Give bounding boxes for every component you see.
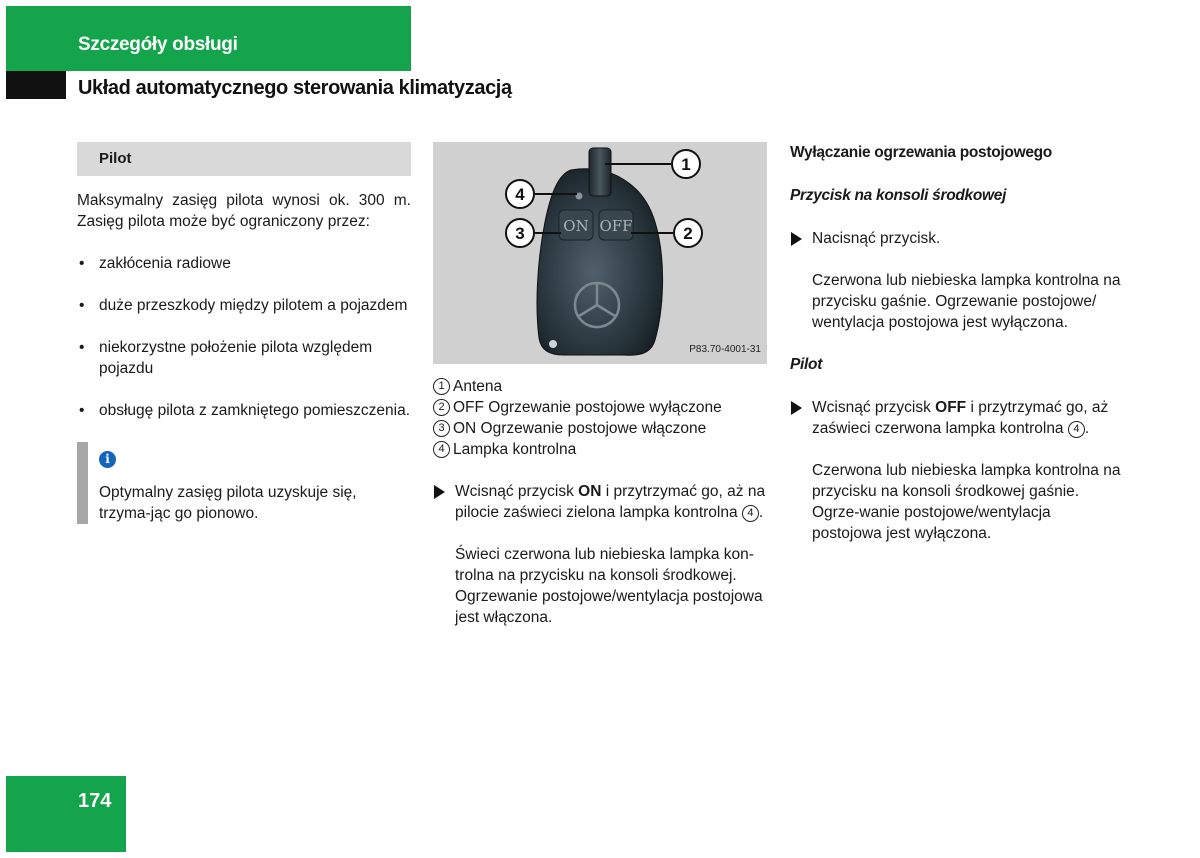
step-arrow-icon	[791, 232, 802, 246]
callout-3	[506, 219, 534, 247]
remote-illustration	[433, 142, 767, 364]
step-console	[790, 228, 1124, 249]
lamp-ref: 4	[1068, 421, 1085, 438]
step-console-result: Czerwona lub niebieska lampka kontrolna na przycisku gaśnie. Ogrzewanie postojowe/ wentylacja postojowa jest wyłączona.	[812, 272, 1121, 331]
legend-number: 1	[433, 378, 450, 395]
note-text: Optymalny zasięg pilota uzyskuje się, trzyma-jąc go pionowo.	[99, 484, 357, 522]
pilot-heading: Pilot	[77, 142, 411, 176]
list-item: • obsługę pilota z zamkniętego pomieszczenia.	[77, 400, 411, 421]
legend-number: 4	[433, 441, 450, 458]
off-button-label: OFF	[599, 217, 633, 235]
on-button-label: ON	[563, 217, 589, 235]
legend-item	[433, 376, 767, 397]
step-off	[790, 397, 1124, 439]
page-number: 174	[78, 790, 112, 812]
list-item: • duże przeszkody między pilotem a pojazdem	[77, 295, 411, 316]
remote-photo	[433, 142, 767, 364]
step-text: i przytrzymać go, aż zaświeci czerwona lampka kontrolna	[812, 399, 1109, 437]
page-number-box	[6, 776, 126, 852]
off-label: OFF	[935, 399, 967, 416]
on-label: ON	[578, 483, 602, 500]
section-title: Szczegóły obsługi	[78, 34, 238, 55]
step-arrow-icon	[434, 485, 445, 499]
console-button-heading: Przycisk na konsoli środkowej	[790, 187, 1007, 204]
chapter-title: Układ automatycznego sterowania klimatyzacją	[78, 77, 512, 99]
range-limit-list	[77, 253, 411, 421]
step-text: Nacisnąć przycisk.	[812, 230, 941, 247]
keyring-hole	[549, 340, 557, 348]
step-text: .	[758, 504, 764, 521]
info-note	[77, 442, 411, 524]
antenna	[589, 148, 611, 196]
info-icon: i	[99, 451, 116, 468]
column-right	[790, 142, 1124, 544]
step-text: Wcisnąć przycisk	[455, 483, 579, 500]
callout-1	[672, 150, 700, 178]
step-text: Wcisnąć przycisk	[812, 399, 936, 416]
legend-item	[433, 397, 767, 418]
legend-item	[433, 439, 767, 460]
legend-number: 2	[433, 399, 450, 416]
step-text: .	[1084, 420, 1090, 437]
step-on	[433, 481, 767, 523]
column-left	[77, 142, 411, 524]
legend-text: OFF Ogrzewanie postojowe wyłączone	[453, 399, 722, 416]
list-item: • zakłócenia radiowe	[77, 253, 411, 274]
column-middle	[433, 142, 767, 628]
note-bar	[77, 442, 88, 524]
lamp-ref: 4	[742, 505, 759, 522]
chapter-marker	[6, 71, 66, 99]
figure-legend	[433, 376, 767, 460]
remote-heading: Pilot	[790, 356, 823, 373]
callout-1-label: 1	[681, 155, 691, 174]
step-text: i przytrzymać go, aż na pilocie zaświeci zielona lampka kontrolna	[455, 483, 766, 521]
callout-4-label: 4	[515, 185, 525, 204]
list-item: • niekorzystne położenie pilota względem pojazdu	[77, 337, 411, 379]
range-intro: Maksymalny zasięg pilota wynosi ok. 300 m. Zasięg pilota może być ograniczony przez:	[77, 192, 411, 230]
legend-text: Lampka kontrolna	[453, 441, 577, 458]
step-arrow-icon	[791, 401, 802, 415]
legend-text: Antena	[453, 378, 503, 395]
callout-3-label: 3	[515, 224, 525, 243]
callout-2	[674, 219, 702, 247]
step-on-result: Świeci czerwona lub niebieska lampka kon-trolna na przycisku na konsoli środkowej. Ogrzewanie postojowe/wentylacja postojowa jest włączona.	[455, 546, 763, 626]
legend-text: ON Ogrzewanie postojowe włączone	[453, 420, 707, 437]
step-off-result: Czerwona lub niebieska lampka kontrolna na przycisku na konsoli środkowej gaśnie. Ogrze-wanie postojowe/wentylacja postojowa jest wyłączona.	[812, 462, 1121, 542]
callout-4	[506, 180, 534, 208]
legend-item	[433, 418, 767, 439]
legend-number: 3	[433, 420, 450, 437]
switch-off-heading: Wyłączanie ogrzewania postojowego	[790, 144, 1052, 161]
figure-code: P83.70-4001-31	[689, 344, 761, 355]
callout-2-label: 2	[683, 224, 693, 243]
